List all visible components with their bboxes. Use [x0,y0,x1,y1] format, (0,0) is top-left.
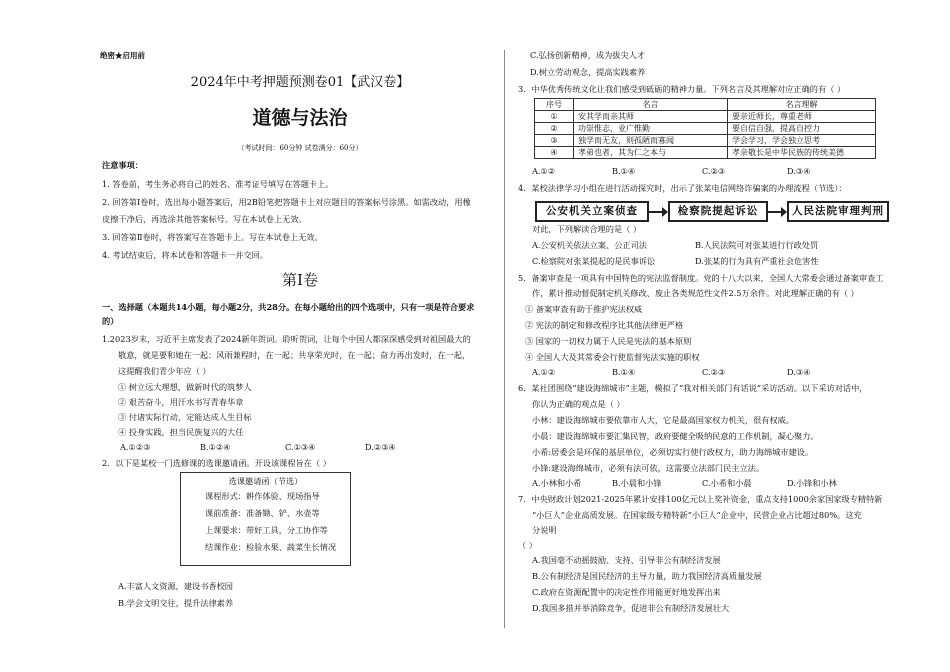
q4-stem: 4．某校法律学习小组在进行活动探究时，出示了张某电信网络诈骗案的办理流程（节选）： [518,183,847,193]
q2-box-title: 选课邀请函（节选） [228,476,303,486]
table-header: 名言 [574,99,728,111]
flow-arrow [768,211,782,213]
q2-option-d[interactable]: D.树立劳动观念，提高实践素养 [530,67,646,77]
exam-title: 2024年中考押题预测卷01【武汉卷】 [190,75,410,90]
q7-stem: （ ） [518,540,537,550]
q4-option-c[interactable]: C.检察院对张某提起的是民事诉讼 [532,256,656,266]
q3-option-b[interactable]: B.①④ [612,166,636,176]
q5-option-a[interactable]: A.①② [532,367,556,377]
q2-option-a[interactable]: A.丰富人文资源，建设书香校园 [118,581,233,591]
q6-option-b[interactable]: B.小晨和小锋 [612,478,662,488]
q1-stem: 1.2023岁末，习近平主席发表了2024新年贺词。聆听贺词，让每个中国人都深深感受到对祖国最大的 [102,334,471,344]
q2-box-line: 课程形式：耕作体验、现场指导 [205,491,320,501]
q1-stem: 敬意，就是要和她在一起：风雨兼程时，在一起；共享荣光时，在一起；奋力再出发时，在一起， [118,350,471,360]
q2-box-line: 结课作业：检验水果、蔬菜生长情况 [205,542,337,552]
q1-option-a[interactable]: A.①②③ [120,442,151,452]
table-cell: 功崇惟志，业广惟勤 [574,123,728,135]
flow-step-court: 人民法院审理判刑 [787,201,889,222]
column-divider [504,50,505,628]
q6-option-d[interactable]: D.小锋和小林 [787,478,837,488]
notes-heading: 注意事项： [102,160,143,170]
secret-label: 绝密★启用前 [100,51,145,60]
table-cell: ① [535,111,574,123]
table-row [535,123,876,135]
q4-option-a[interactable]: A.公安机关依法立案、公正司法 [532,240,647,250]
q6-stem: 你认为正确的观点是（ ） [532,399,625,409]
q5-statement: ① 备案审查有助于推护宪法权威 [525,304,643,314]
q7-stem: 7．中央财政计划2021-2025年累计安排100亿元以上奖补资金，重点支持1000余家国家级专精特新 [518,494,883,504]
q5-option-c[interactable]: C.②③ [702,367,726,377]
q1-option-c[interactable]: C.①③④ [285,442,316,452]
table-cell: 要亲近师长，尊重老师 [728,111,876,123]
q2-box-line: 课前准备：准备锄、铲、水壶等 [205,508,320,518]
q1-option-d[interactable]: D.②③④ [365,442,396,452]
q4-option-d[interactable]: D.张某的行为具有严重社会危害性 [695,256,819,266]
q1-statement: ① 树立远大理想，做新时代的筑梦人 [118,382,252,392]
note-line: 皮擦干净后，再选涂其他答案标号。写在本试卷上无效。 [102,214,307,224]
section-instruction: 一、选择题（本题共14小题，每小题2分，共28分。在每小题给出的四个选项中，只有一项是符合要求 [102,302,475,312]
note-line: 4. 考试结束后，将本试卷和答题卡一并交回。 [102,250,268,260]
q4-option-b[interactable]: B.人民法院可对张某进行行政处罚 [695,240,819,250]
q3-option-a[interactable]: A.①② [532,166,556,176]
q1-stem: 这提醒我们青少年应（ ） [118,366,211,376]
q2-option-b[interactable]: B.学会文明交往，提升法律素养 [118,598,234,608]
q7-stem: 分说明 [532,525,557,535]
q3-option-c[interactable]: C.②③ [702,166,726,176]
flow-arrow [649,211,663,213]
q7-stem: “小巨人”企业高质发展。在国家级专精特新”小巨人“企业中，民营企业占比超过80%。这充 [532,510,862,520]
q6-dialogue: 小希:居委会是环保的基层单位，必须切实行使行政权力，助力海绵城市建设。 [532,447,814,457]
q2-option-c[interactable]: C.弘扬创新精神，成为拔尖人才 [530,50,646,60]
q7-option-c[interactable]: C.政府在资源配置中的决定性作用能更好地发挥出来 [532,587,721,597]
q6-dialogue: 小锋:建设海绵城市，必须有法可依，这需要立法部门民主立法。 [532,463,765,473]
q1-option-b[interactable]: B.①②④ [200,442,231,452]
q1-statement: ③ 付诸实际行动，定能达成人生目标 [118,412,252,422]
q5-option-b[interactable]: B.①④ [612,367,636,377]
note-line: 2. 回答第Ⅰ卷时，选出每小题答案后，用2B铅笔把答题卡上对应题目的答案标号涂黑。如需改动，用橡 [102,197,471,207]
flow-step-procuratorate: 检察院提起诉讼 [668,201,768,222]
table-header: 名言理解 [728,99,876,111]
q6-dialogue: 小晨：建设海绵城市要汇集民智，政府要健全吸纳民意的工作机制，凝心聚力。 [532,431,819,441]
table-cell: 学会学习，学会独立思考 [728,135,876,147]
table-row [535,135,876,147]
table-cell: ④ [535,147,574,159]
subject-title: 道德与法治 [252,107,348,129]
q1-statement: ④ 投身实践，担当民族复兴的大任 [118,427,244,437]
q7-option-b[interactable]: B.公有制经济是国民经济的主导力量，助力我国经济高质量发展 [532,571,762,581]
q6-dialogue: 小林：建设海绵城市要依靠市人大，它是最高国家权力机关，很有权威。 [532,415,795,425]
table-row [535,147,876,159]
q3-stem: 3．中华优秀传统文化让我们感受到砥砺的精神力量。下列名言及其理解对应正确的有（ ） [518,84,846,94]
section-title: 第Ⅰ卷 [282,271,318,289]
q7-option-a[interactable]: A.我国毫不动摇鼓励、支持、引导非公有制经济发展 [532,555,721,565]
note-line: 1. 答卷前，考生务必将自己的姓名、准考证号填写在答题卡上。 [102,179,334,189]
q5-statement: ③ 国家的一切权力属于人民是宪法的基本原则 [525,336,692,346]
q6-option-a[interactable]: A.小林和小希 [532,478,582,488]
q1-statement: ② 艰苦奋斗，用汗水书写青春华章 [118,397,244,407]
q2-box-line: 上课要求：带好工具，分工协作等 [205,525,328,535]
q6-option-c[interactable]: C.小希和小晨 [702,478,752,488]
q2-stem: 2．以下是某校一门选修课的选课邀请函。开设该课程旨在（ ） [102,458,331,468]
q7-option-d[interactable]: D.我国多措并举消除竞争，促进非公有制经济发展壮大 [532,603,730,613]
section-instruction: 的） [102,316,119,326]
q5-option-d[interactable]: D.③④ [787,367,811,377]
q4-question: 对此，下列解读合理的是（ ） [532,224,642,234]
table-cell: 孝亲敬长是中华民族的传统美德 [728,147,876,159]
q5-stem: 作，累计推动督促制定机关修改、废止各类规范性文件2.5万余件。对此理解正确的有（ ） [532,288,859,298]
q5-statement: ② 宪法的制定和修改程序比其他法律更严格 [525,320,684,330]
q6-stem: 6．某社团围绕“建设海绵城市”主题，模拟了“我对相关部门有话说”采访活动。以下采访对话中， [518,383,868,393]
table-cell: 独学而无友，则孤陋而寡闻 [574,135,728,147]
flow-step-police: 公安机关立案侦查 [535,201,649,222]
note-line: 3. 回答第Ⅱ卷时，将答案写在答题卡上。写在本试卷上无效。 [102,232,323,242]
table-cell: ② [535,123,574,135]
table-cell: ③ [535,135,574,147]
q3-table [534,98,876,159]
table-header-row [535,99,876,111]
q5-stem: 5．备案审查是一项具有中国特色的宪法监督制度。党的十八大以来，全国人大常委会通过备案审查工 [518,273,884,283]
table-cell: 要自信自强，提高自控力 [728,123,876,135]
q5-statement: ④ 全国人大及其常委会行使监督宪法实施的职权 [525,352,700,362]
table-row [535,111,876,123]
exam-meta: （考试时间：60分钟 试卷满分：60分） [237,144,363,152]
table-header: 序号 [535,99,574,111]
q2-invitation-box [180,472,351,566]
q3-option-d[interactable]: D.③④ [787,166,811,176]
table-cell: 孝弟也者，其为仁之本与 [574,147,728,159]
table-cell: 安其学而亲其师 [574,111,728,123]
